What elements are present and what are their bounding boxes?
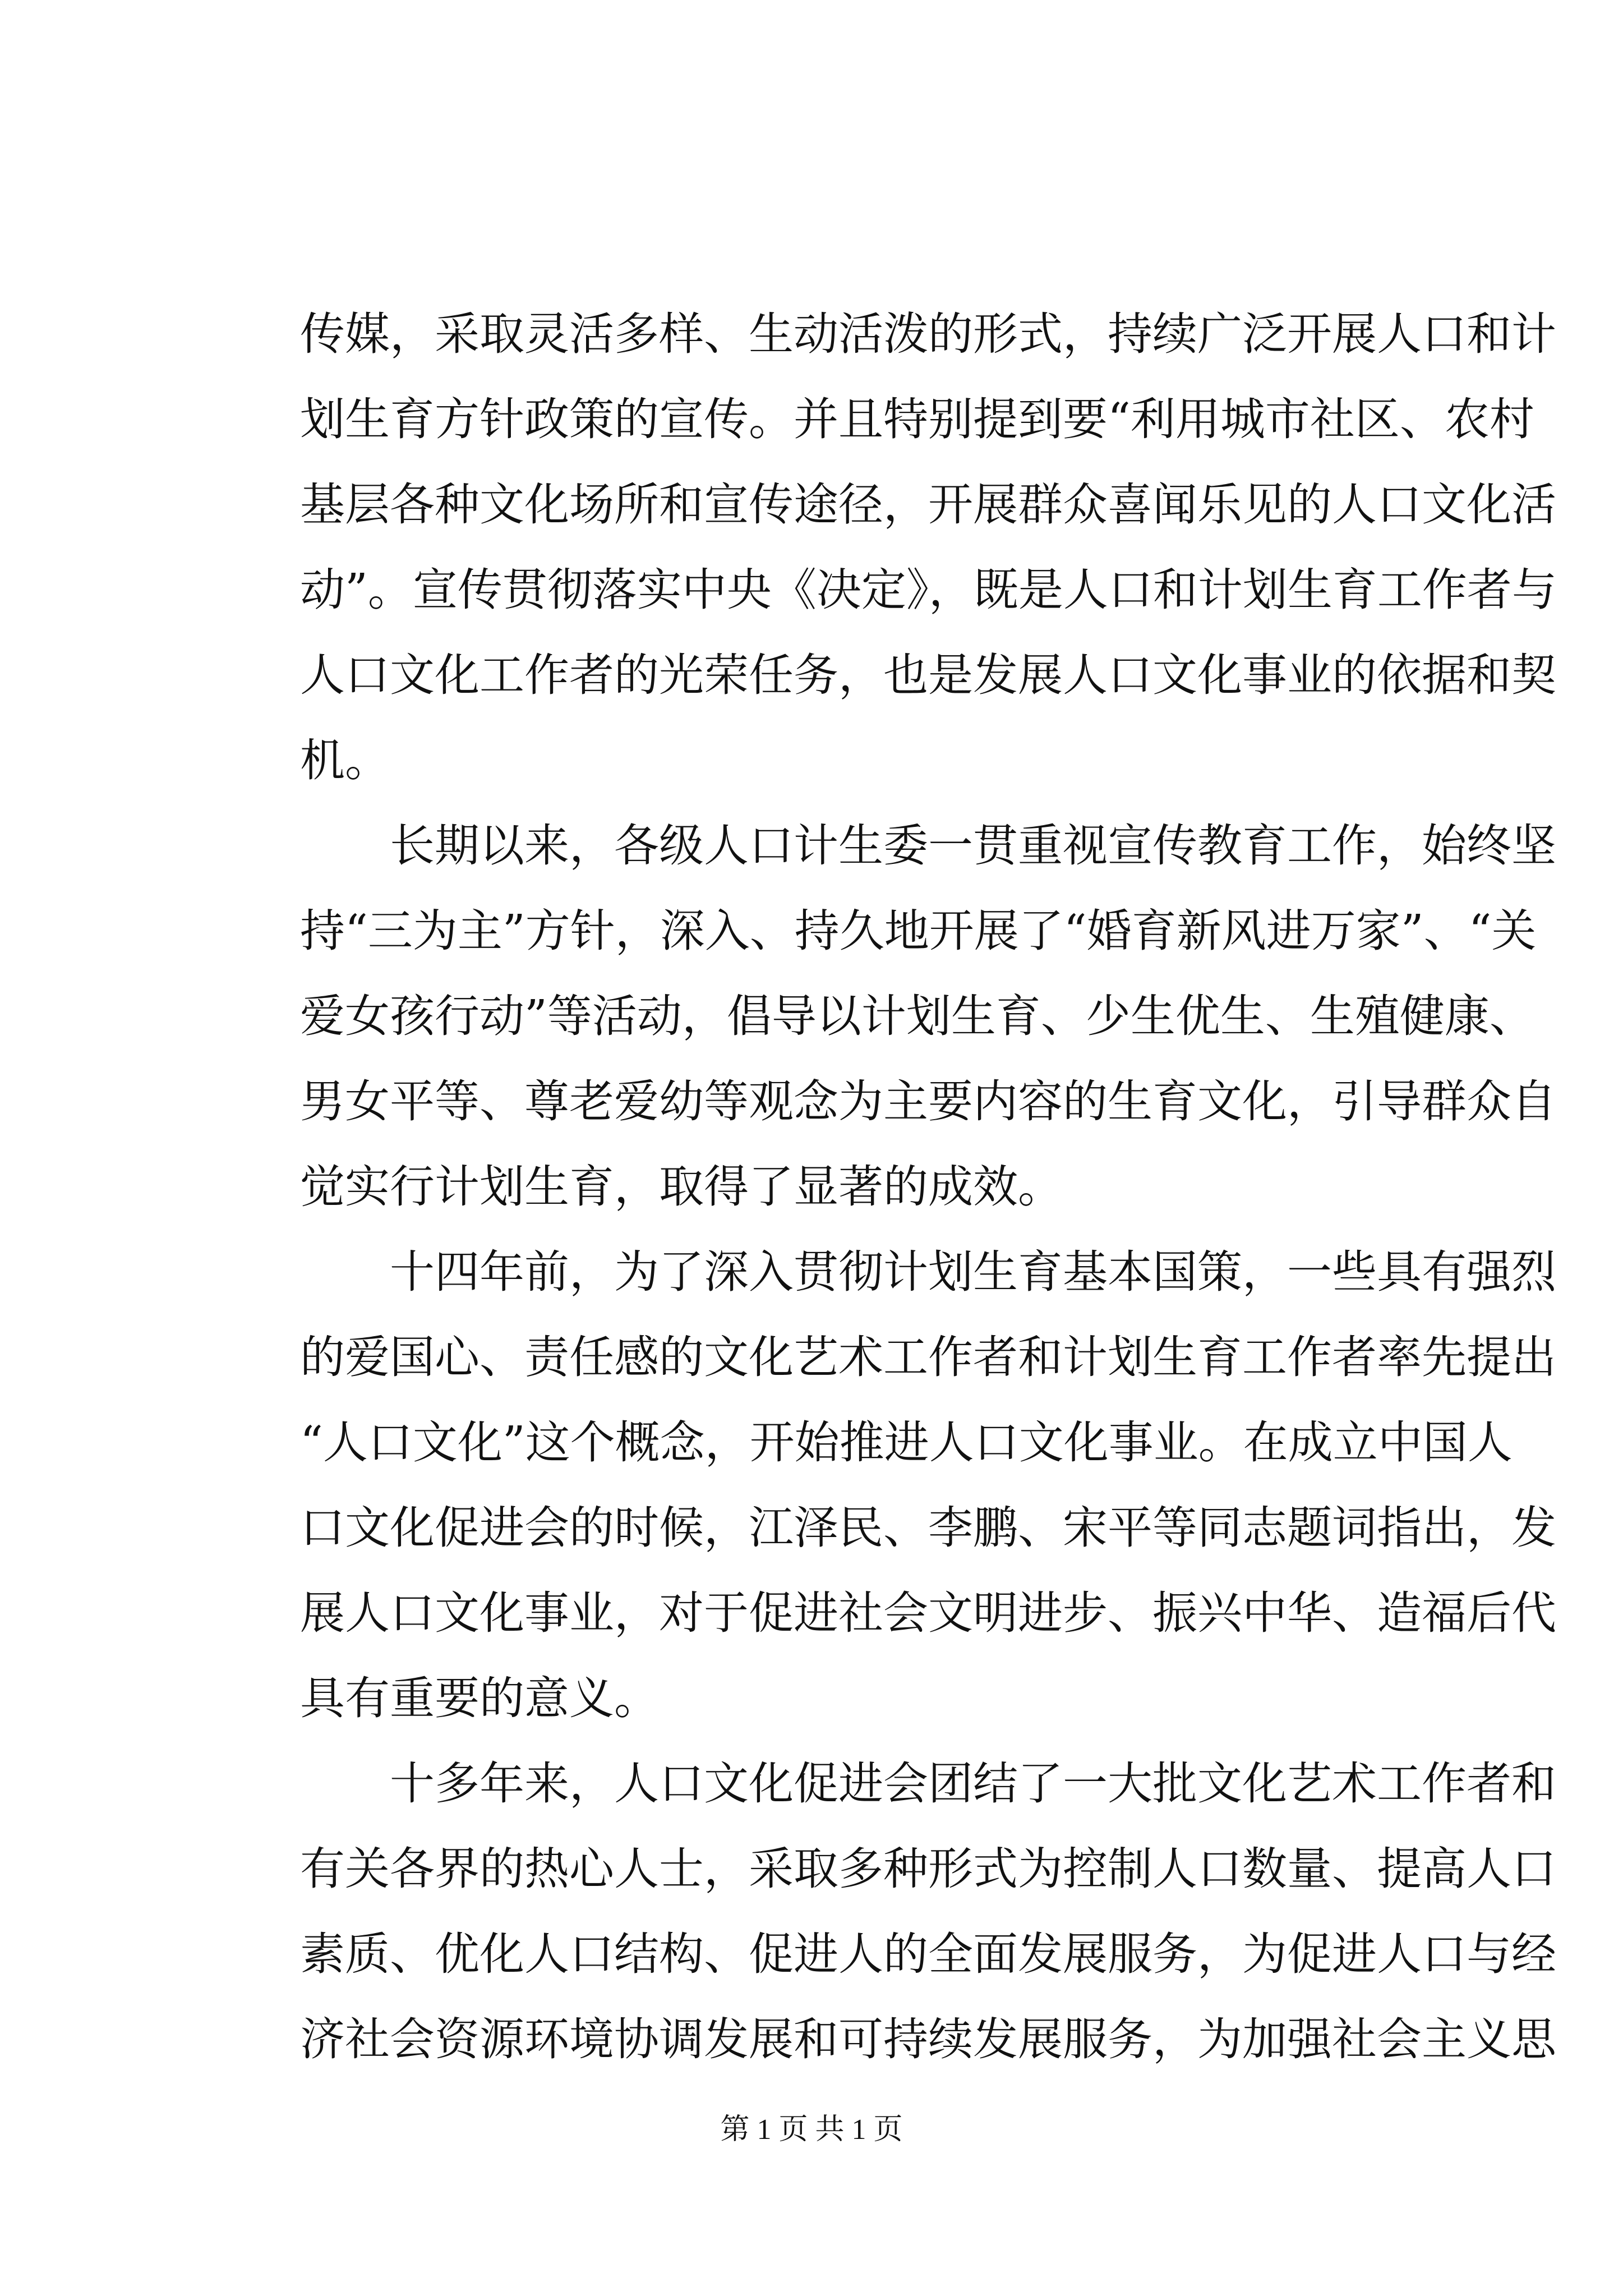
text-line: 爱女孩行动”等活动，倡导以计划生育、少生优生、生殖健康、	[300, 990, 1534, 1042]
text-line: 具有重要的意义。	[300, 1672, 659, 1724]
text-line: 动”。宣传贯彻落实中央《决定》，既是人口和计划生育工作者与	[300, 564, 1557, 616]
text-line: 持“三为主”方针，深入、持久地开展了“婚育新风进万家”、“关	[300, 905, 1537, 957]
text-line: 人口文化工作者的光荣任务，也是发展人口文化事业的依据和契	[300, 649, 1556, 701]
text-line: 男女平等、尊老爱幼等观念为主要内容的生育文化，引导群众自	[300, 1075, 1556, 1128]
text-line: “人口文化”这个概念，开始推进人口文化事业。在成立中国人	[300, 1416, 1513, 1469]
body-text	[300, 292, 1557, 2082]
text-line: 传媒，采取灵活多样、生动活泼的形式，持续广泛开展人口和计	[300, 308, 1556, 360]
text-line: 划生育方针政策的宣传。并且特别提到要“利用城市社区、农村	[300, 393, 1534, 445]
text-line: 十四年前，为了深入贯彻计划生育基本国策，一些具有强烈	[300, 1246, 1556, 1298]
text-line: 机。	[300, 734, 390, 786]
text-line: 素质、优化人口结构、促进人的全面发展服务，为促进人口与经	[300, 1928, 1556, 1980]
text-line: 十多年来，人口文化促进会团结了一大批文化艺术工作者和	[300, 1757, 1556, 1810]
text-line: 展人口文化事业，对于促进社会文明进步、振兴中华、造福后代	[300, 1587, 1556, 1639]
text-line: 济社会资源环境协调发展和可持续发展服务，为加强社会主义思	[300, 2013, 1556, 2065]
page-number-footer: 第 1 页 共 1 页	[720, 2114, 903, 2146]
text-line: 长期以来，各级人口计生委一贯重视宣传教育工作，始终坚	[300, 820, 1556, 872]
text-line: 有关各界的热心人士，采取多种形式为控制人口数量、提高人口	[300, 1843, 1556, 1895]
text-line: 口文化促进会的时候，江泽民、李鹏、宋平等同志题词指出，发	[300, 1502, 1556, 1554]
text-line: 觉实行计划生育，取得了显著的成效。	[300, 1161, 1063, 1213]
text-line: 基层各种文化场所和宣传途径，开展群众喜闻乐见的人口文化活	[300, 478, 1556, 531]
text-line: 的爱国心、责任感的文化艺术工作者和计划生育工作者率先提出	[300, 1331, 1556, 1383]
